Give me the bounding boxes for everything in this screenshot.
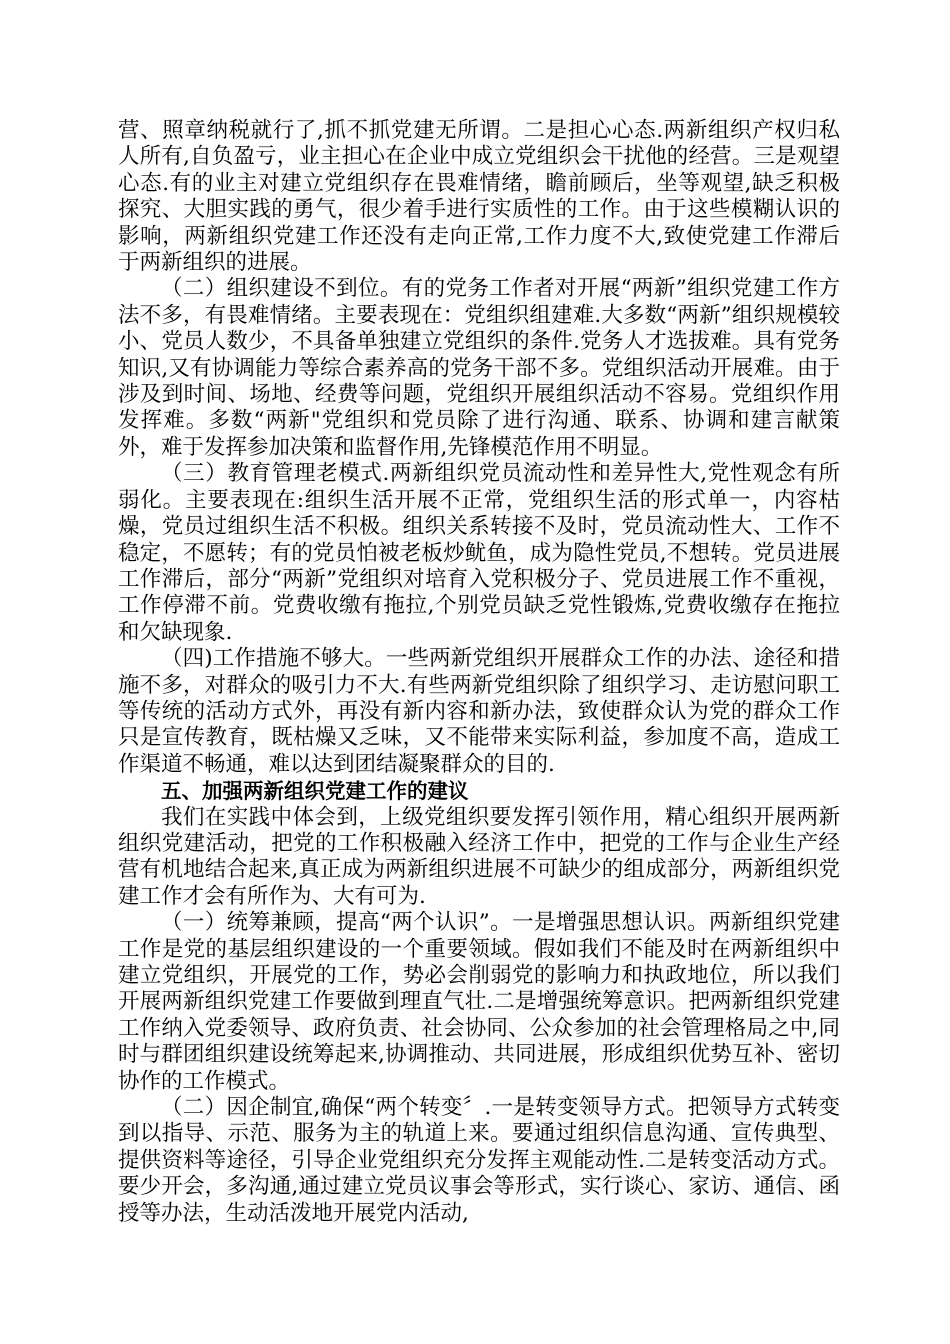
section-heading: 五、加强两新组织党建工作的建议 bbox=[161, 779, 469, 804]
body-paragraph-org-building: （二）组织建设不到位。有的党务工作者对开展“两新”组织党建工作方法不多，有畏难情绪。主要表现在：党组织组建难.大多数“两新”组织规模较小、党员人数少，不具备单独建立党组织的条件.党务人才选拔难。具有党务知识,又有协调能力等综合素养高的党务干部不多。党组织活动开展难。由于涉及到时间、场地、经费等问题，党组织开展组织活动不容易。党组织作用发挥难。多数“两新"党组织和党员除了进行沟通、联系、协调和建言献策外，难于发挥参加决策和监督作用,先锋模范作用不明显。 bbox=[118, 276, 840, 460]
body-paragraph-work-measures: （四)工作措施不够大。一些两新党组织开展群众工作的办法、途径和措施不多，对群众的吸引力不大.有些两新党组织除了组织学习、走访慰问职工等传统的活动方式外，再没有新内容和新办法，致使群众认为党的群众工作只是宣传教育，既枯燥又乏味，又不能带来实际利益，参加度不高，造成工作渠道不畅通，难以达到团结凝聚群众的目的. bbox=[118, 646, 840, 777]
body-paragraph-continuation: 营、照章纳税就行了,抓不抓党建无所谓。二是担心心态.两新组织产权归私人所有,自负盈亏，业主担心在企业中成立党组织会干扰他的经营。三是观望心态.有的业主对建立党组织存在畏难情绪，瞻前顾后，坐等观望,缺乏积极探究、大胆实践的勇气，很少着手进行实质性的工作。由于这些模糊认识的影响，两新组织党建工作还没有走向正常,工作力度不大,致使党建工作滞后于两新组织的进展。 bbox=[118, 118, 840, 276]
body-paragraph-two-transformations: （二）因企制宜,确保“两个转变〞.一是转变领导方式。把领导方式转变到以指导、示范、服务为主的轨道上来。要通过组织信息沟通、宣传典型、提供资料等途径，引导企业党组织充分发挥主观能动性.二是转变活动方式。要少开会，多沟通,通过建立党员议事会等形式，实行谈心、家访、通信、函授等办法，生动活泼地开展党内活动, bbox=[118, 1095, 840, 1226]
body-paragraph-practice: 我们在实践中体会到，上级党组织要发挥引领作用，精心组织开展两新组织党建活动，把党的工作积极融入经济工作中，把党的工作与企业生产经营有机地结合起来,真正成为两新组织进展不可缺少的组成部分，两新组织党建工作才会有所作为、大有可为. bbox=[118, 804, 840, 909]
body-paragraph-education-management: （三）教育管理老模式.两新组织党员流动性和差异性大,党性观念有所弱化。主要表现在:组织生活开展不正常，党组织生活的形式单一，内容枯燥，党员过组织生活不积极。组织关系转接不及时，党员流动性大、工作不稳定，不愿转；有的党员怕被老板炒鱿鱼，成为隐性党员,不想转。党员进展工作滞后，部分“两新”党组织对培育入党积极分子、党员进展工作不重视，工作停滞不前。党费收缴有拖拉,个别党员缺乏党性锻炼,党费收缴存在拖拉和欠缺现象. bbox=[118, 461, 840, 645]
document-page bbox=[118, 118, 840, 1227]
body-paragraph-overall-planning: （一）统筹兼顾，提高“两个认识”。一是增强思想认识。两新组织党建工作是党的基层组织建设的一个重要领域。假如我们不能及时在两新组织中建立党组织，开展党的工作，势必会削弱党的影响力和执政地位，所以我们开展两新组织党建工作要做到理直气壮.二是增强统筹意识。把两新组织党建工作纳入党委领导、政府负责、社会协同、公众参加的社会管理格局之中,同时与群团组织建设统筹起来,协调推动、共同进展，形成组织优势互补、密切协作的工作模式。 bbox=[118, 910, 840, 1094]
